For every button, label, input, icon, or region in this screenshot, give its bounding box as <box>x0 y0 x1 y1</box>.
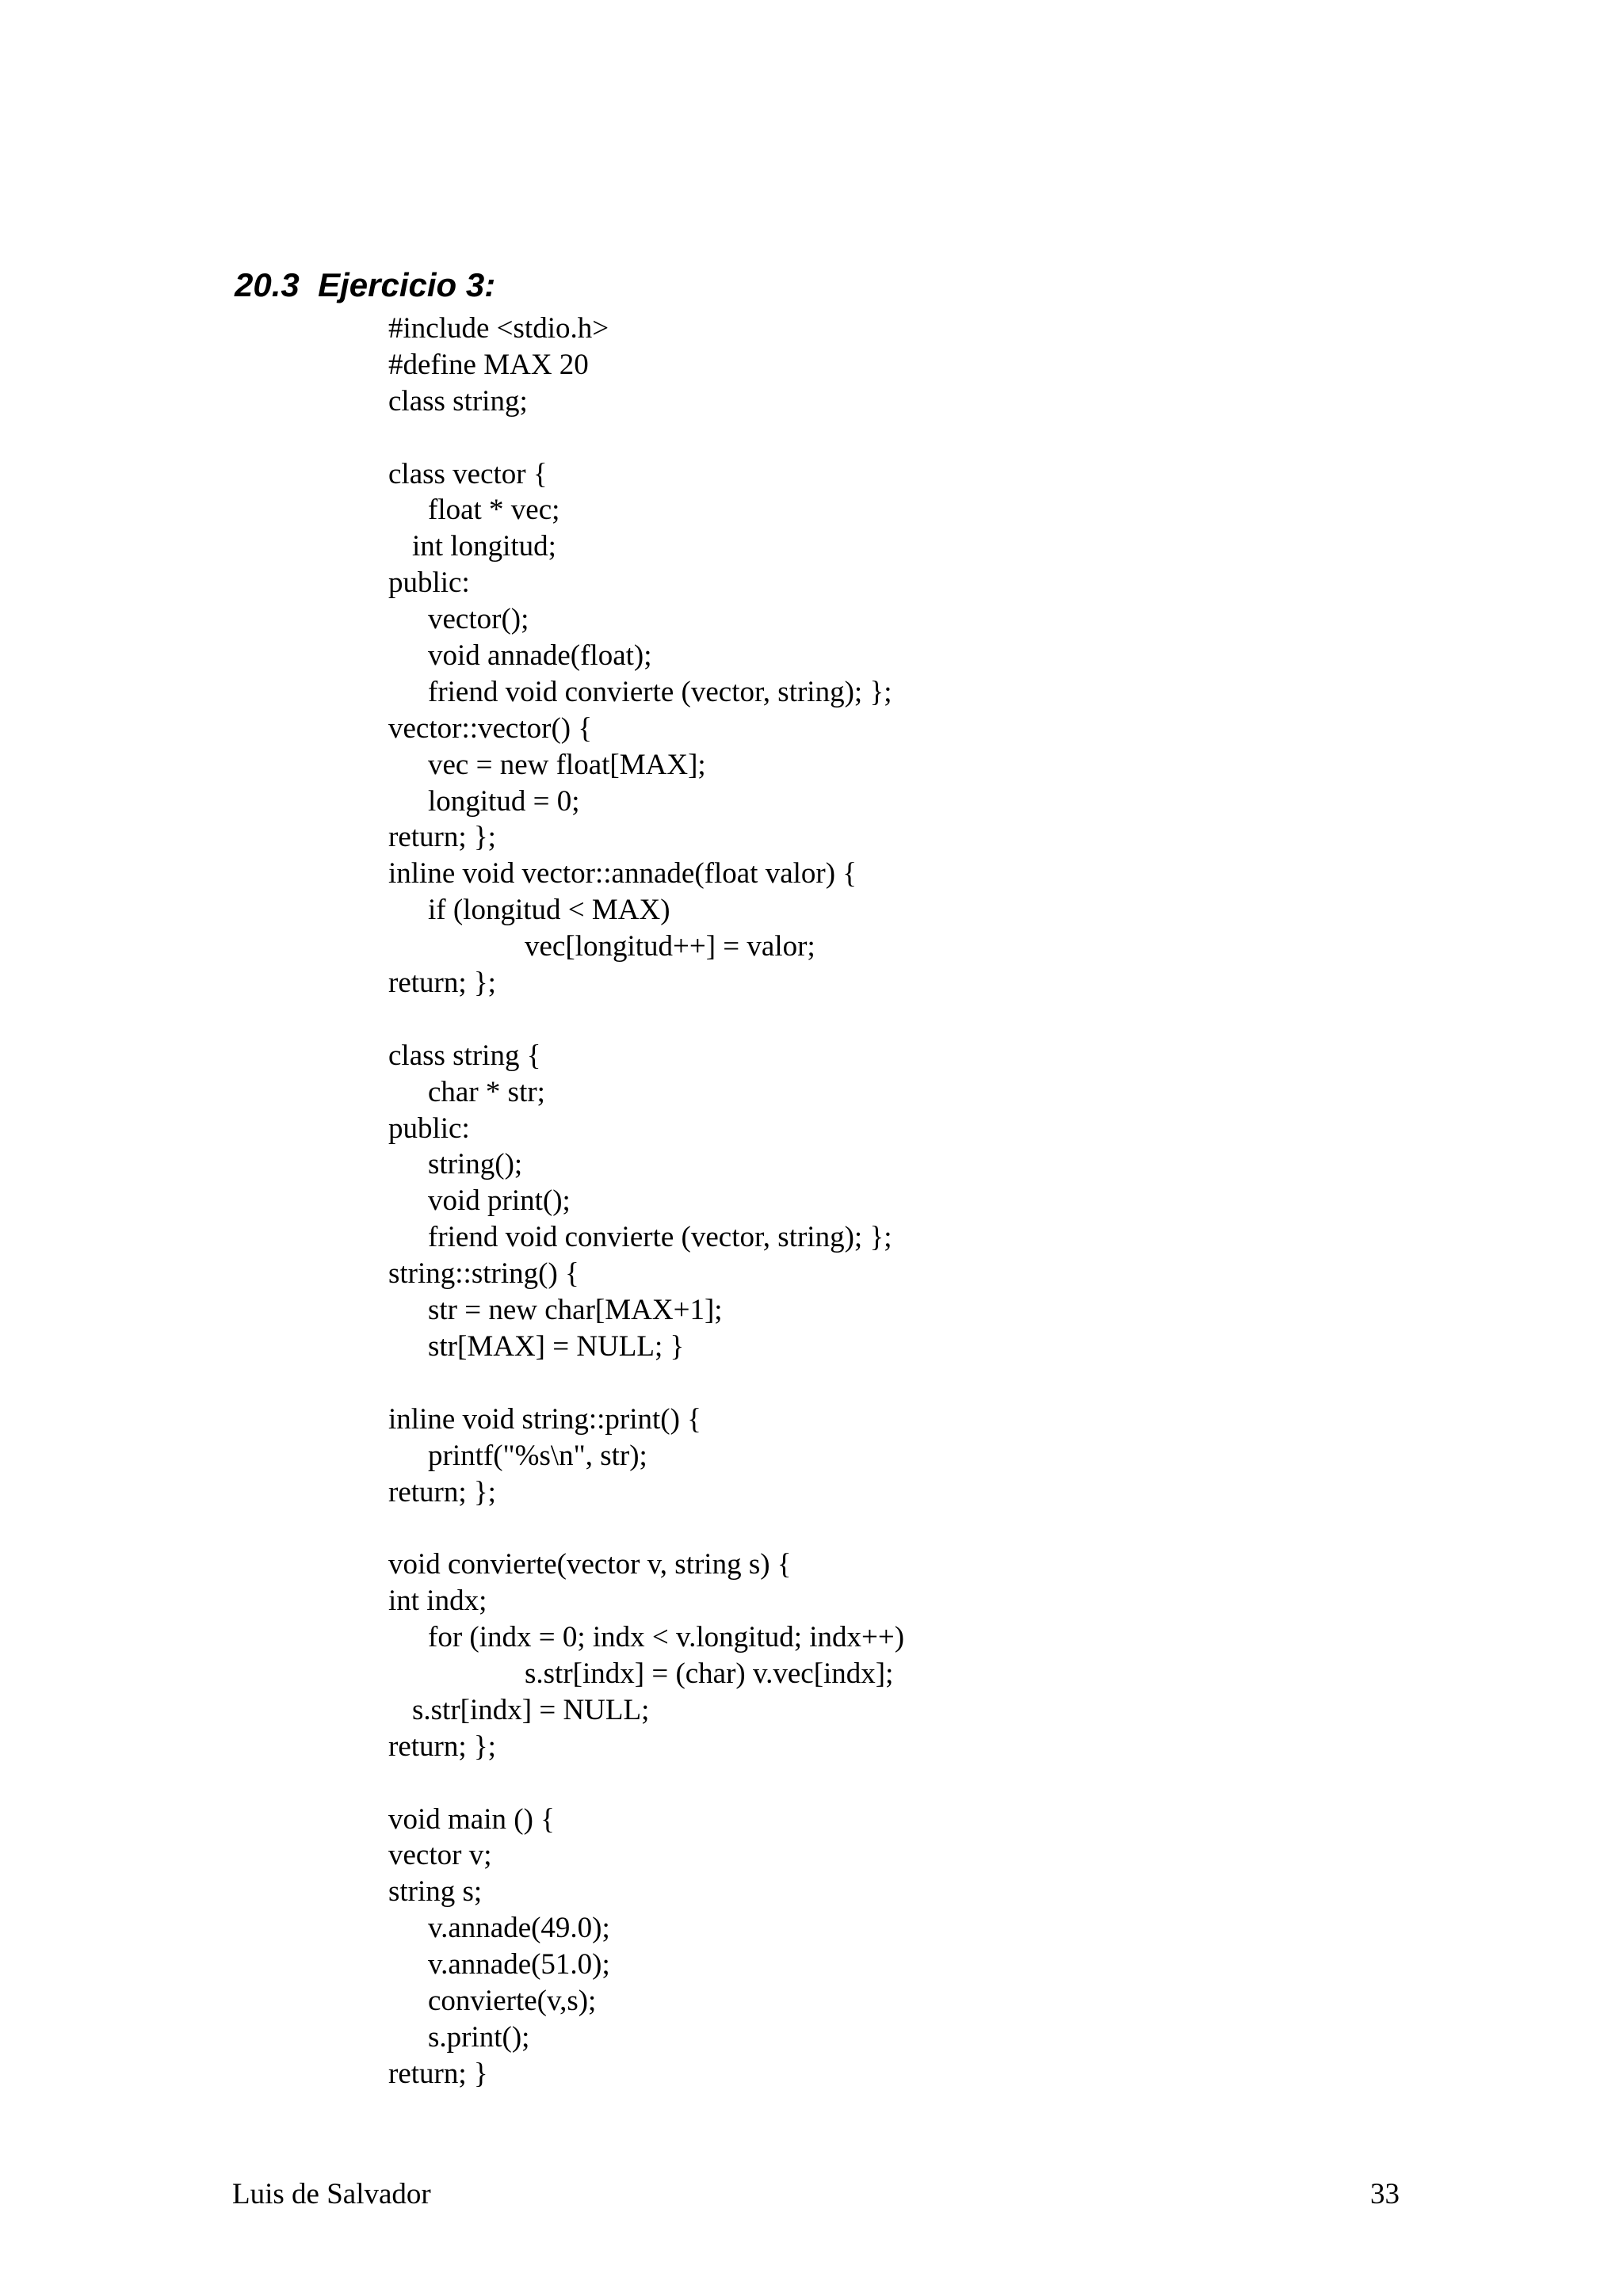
code-line: vector::vector() { <box>388 711 593 745</box>
code-line <box>388 1510 1498 1547</box>
code-line: int indx; <box>388 1585 487 1618</box>
code-line: void annade(float); <box>428 639 652 673</box>
code-line: class string { <box>388 1039 541 1072</box>
code-line: inline void string::print() { <box>388 1402 701 1436</box>
code-line: v.annade(51.0); <box>428 1948 610 1981</box>
code-line: class string; <box>388 384 528 418</box>
code-line: string s; <box>388 1875 483 1909</box>
code-line: friend void convierte (vector, string); }; <box>428 675 892 708</box>
code-line: printf("%s\n", str); <box>428 1439 647 1472</box>
code-line: longitud = 0; <box>428 784 580 818</box>
code-line: s.str[indx] = NULL; <box>412 1693 650 1726</box>
code-line: s.str[indx] = (char) v.vec[indx]; <box>525 1657 894 1690</box>
code-line <box>388 420 1498 456</box>
code-line: vec = new float[MAX]; <box>428 748 706 781</box>
code-line: str = new char[MAX+1]; <box>428 1294 723 1327</box>
code-line: inline void vector::annade(float valor) { <box>388 857 857 891</box>
code-line: v.annade(49.0); <box>428 1912 610 1945</box>
code-line <box>388 1765 1498 1802</box>
code-line: vector v; <box>388 1839 492 1872</box>
code-line: return; } <box>388 2057 488 2090</box>
code-line: char * str; <box>428 1075 545 1108</box>
code-line: string::string() { <box>388 1257 579 1291</box>
code-line: str[MAX] = NULL; } <box>428 1329 685 1363</box>
code-line: return; }; <box>388 821 496 854</box>
code-line: int longitud; <box>412 530 556 563</box>
code-line: return; }; <box>388 1475 496 1508</box>
code-line: #define MAX 20 <box>388 348 589 381</box>
code-line: convierte(v,s); <box>428 1984 597 2017</box>
code-line: public: <box>388 566 470 600</box>
code-line: class vector { <box>388 457 548 490</box>
code-line: return; }; <box>388 967 496 1000</box>
code-listing <box>388 311 1498 2092</box>
code-line: vector(); <box>428 603 529 636</box>
code-line: if (longitud < MAX) <box>428 894 670 927</box>
code-line <box>388 1001 1498 1038</box>
code-line: friend void convierte (vector, string); }; <box>428 1221 892 1254</box>
section-heading: 20.3 Ejercicio 3: <box>235 266 496 303</box>
page-number: 33 <box>1370 2178 1400 2210</box>
footer-author: Luis de Salvador <box>232 2178 431 2210</box>
code-line: void print(); <box>428 1184 571 1218</box>
code-line: float * vec; <box>428 494 560 527</box>
code-line: return; }; <box>388 1730 496 1763</box>
code-line: vec[longitud++] = valor; <box>525 930 815 963</box>
code-line <box>388 1365 1498 1402</box>
code-line: void main () { <box>388 1802 555 1836</box>
code-line: string(); <box>428 1148 523 1181</box>
code-line: s.print(); <box>428 2020 530 2054</box>
code-line: for (indx = 0; indx < v.longitud; indx++) <box>428 1621 905 1654</box>
code-line: public: <box>388 1112 470 1145</box>
code-line: void convierte(vector v, string s) { <box>388 1548 792 1581</box>
code-line: #include <stdio.h> <box>388 312 609 345</box>
